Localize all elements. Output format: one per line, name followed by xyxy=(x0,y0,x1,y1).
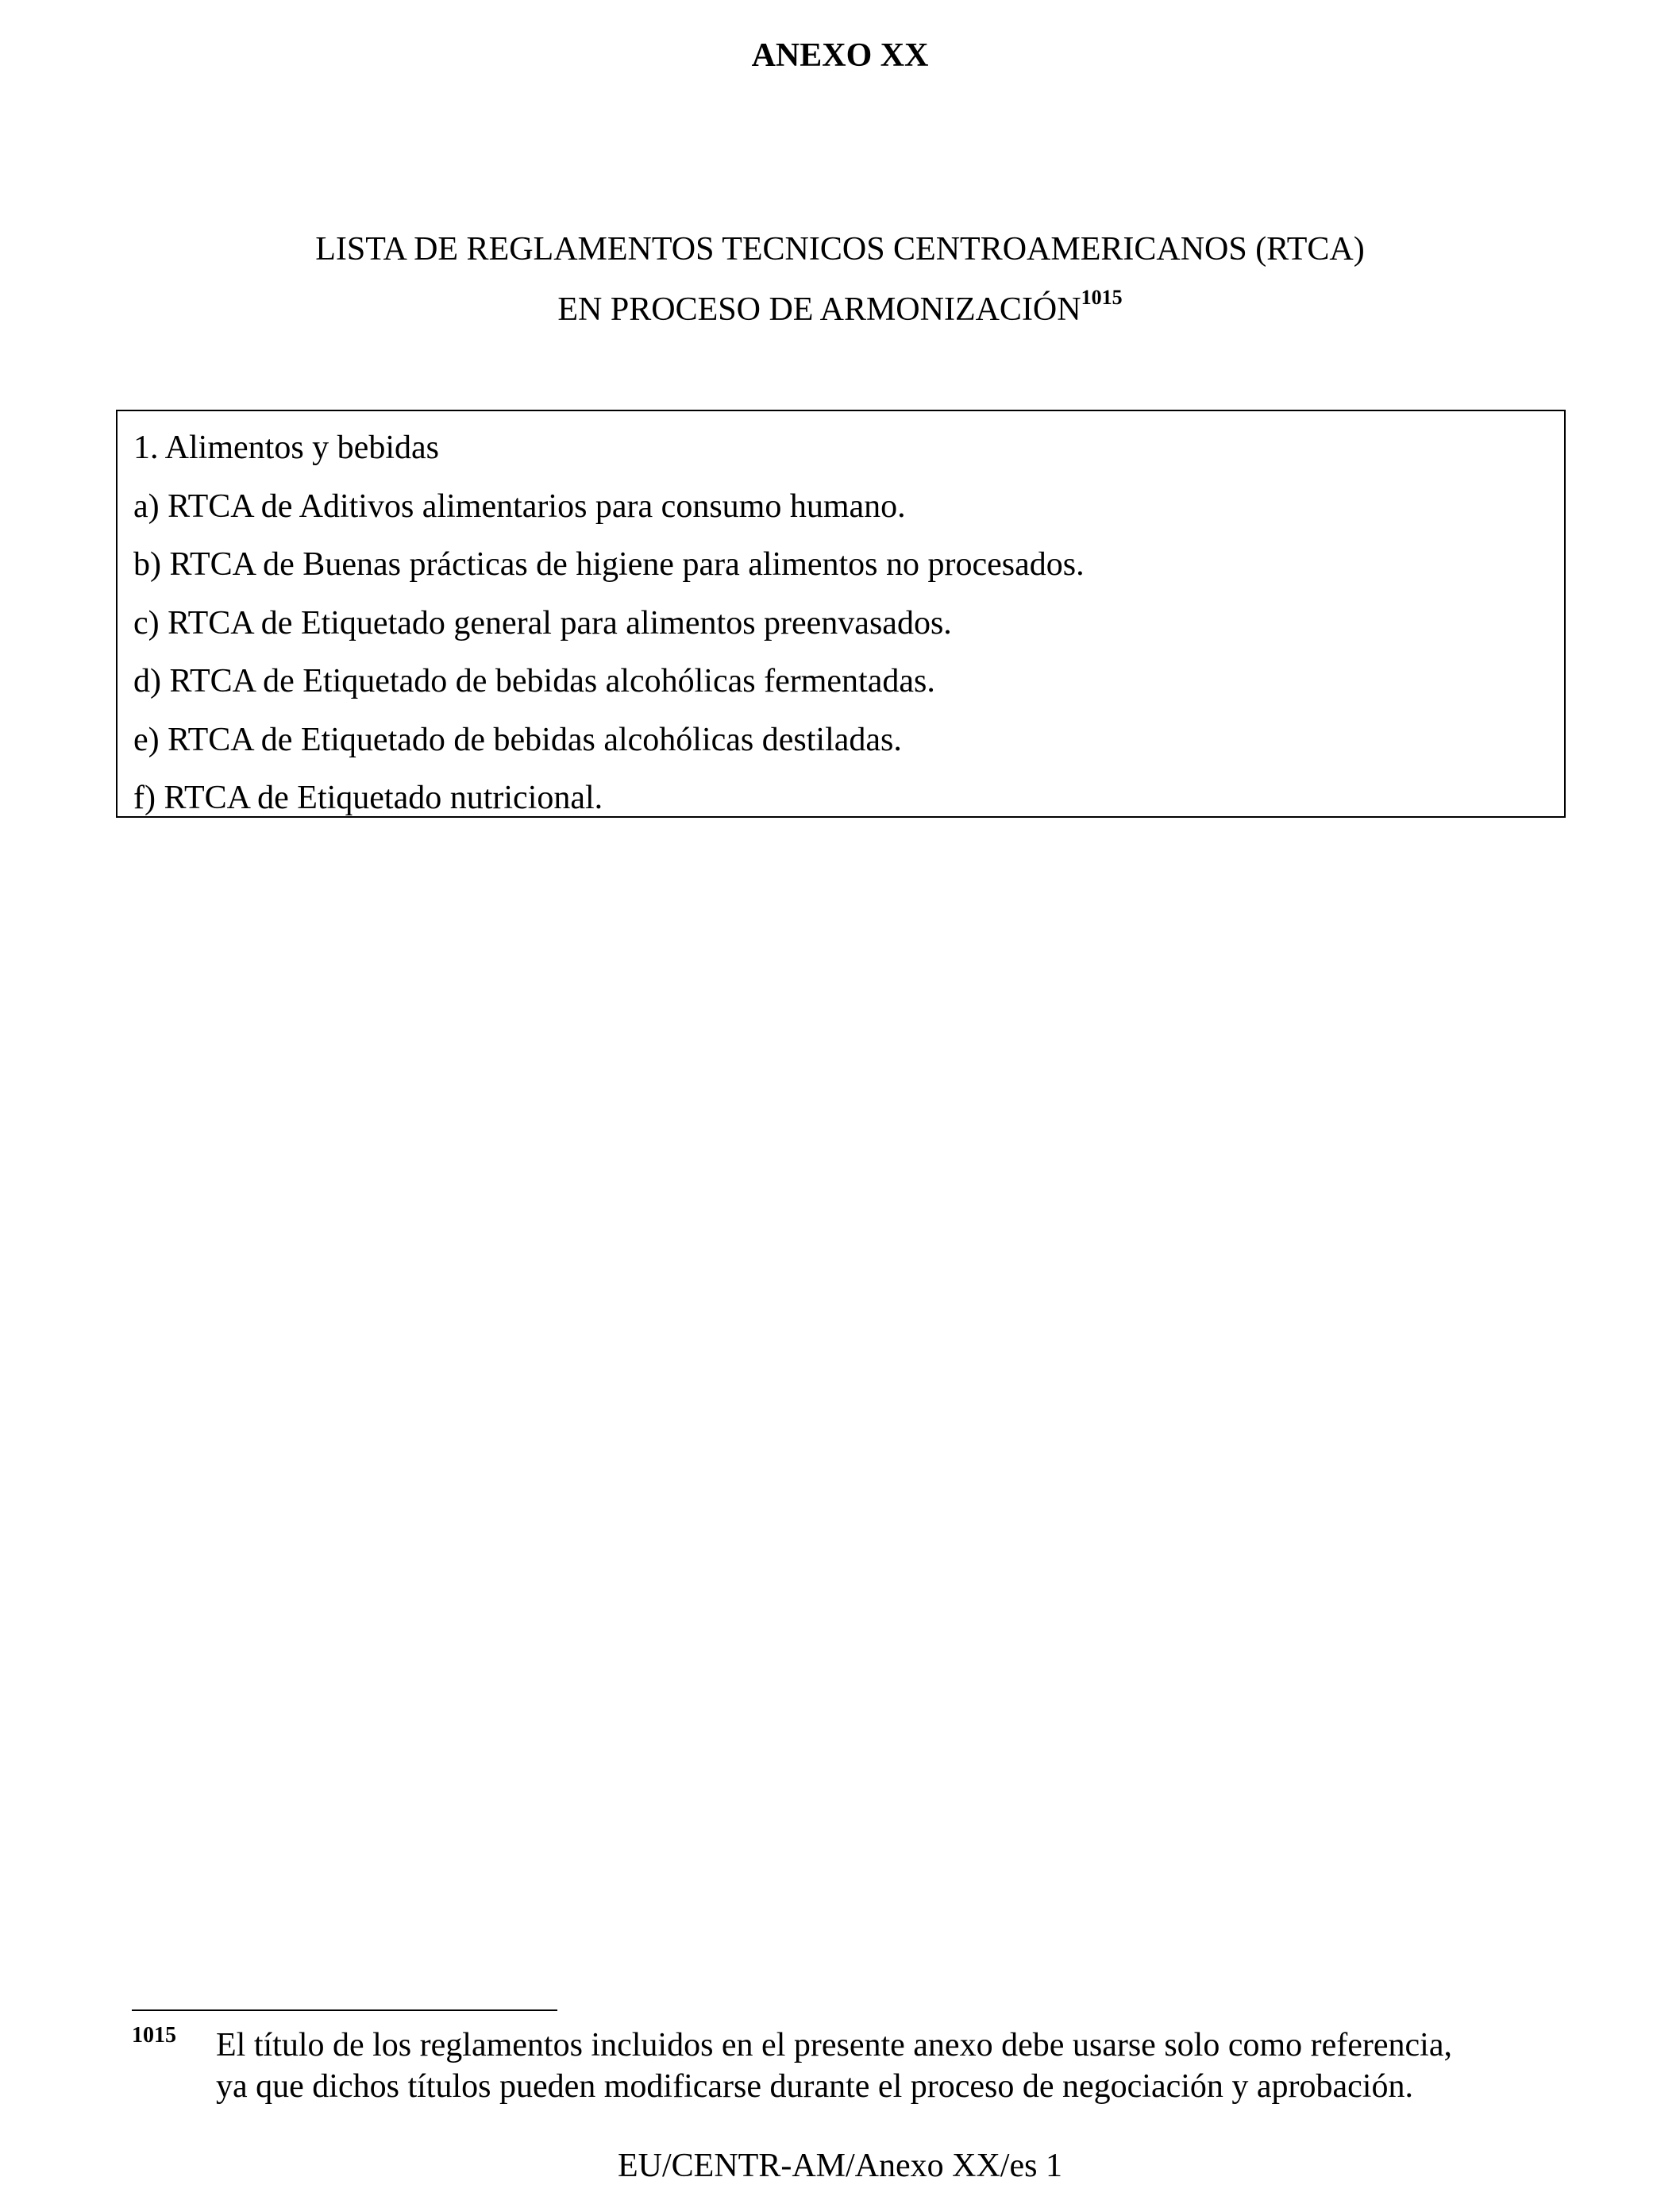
list-item: a) RTCA de Aditivos alimentarios para consumo humano. xyxy=(133,487,906,525)
list-title-line-1: LISTA DE REGLAMENTOS TECNICOS CENTROAMERICANOS (RTCA) xyxy=(315,231,1365,268)
footnote-number: 1015 xyxy=(132,2023,176,2048)
footnote-line-2: ya que dichos títulos pueden modificarse durante el proceso de negociación y aprobación. xyxy=(216,2068,1413,2105)
list-item: c) RTCA de Etiquetado general para alimentos preenvasados. xyxy=(133,604,952,642)
regulations-box xyxy=(116,410,1566,818)
list-title-line-2-text: EN PROCESO DE ARMONIZACIÓN xyxy=(557,291,1081,328)
footnote-line-1: El título de los reglamentos incluidos en el presente anexo debe usarse solo como referencia, xyxy=(216,2027,1452,2063)
footnote-reference[interactable]: 1015 xyxy=(1081,286,1123,309)
category-heading: 1. Alimentos y bebidas xyxy=(133,430,439,466)
footnote-separator xyxy=(132,2009,557,2011)
footnote-text xyxy=(216,2025,1613,2107)
annex-title: ANEXO XX xyxy=(751,37,929,74)
list-title-line-2 xyxy=(0,287,1680,336)
list-item: b) RTCA de Buenas prácticas de higiene para alimentos no procesados. xyxy=(133,546,1085,583)
list-item: f) RTCA de Etiquetado nutricional. xyxy=(133,780,603,816)
list-item: d) RTCA de Etiquetado de bebidas alcohólicas fermentadas. xyxy=(133,663,935,699)
list-item: e) RTCA de Etiquetado de bebidas alcohólicas destiladas. xyxy=(133,721,902,758)
page-reference: EU/CENTR-AM/Anexo XX/es 1 xyxy=(618,2148,1062,2184)
